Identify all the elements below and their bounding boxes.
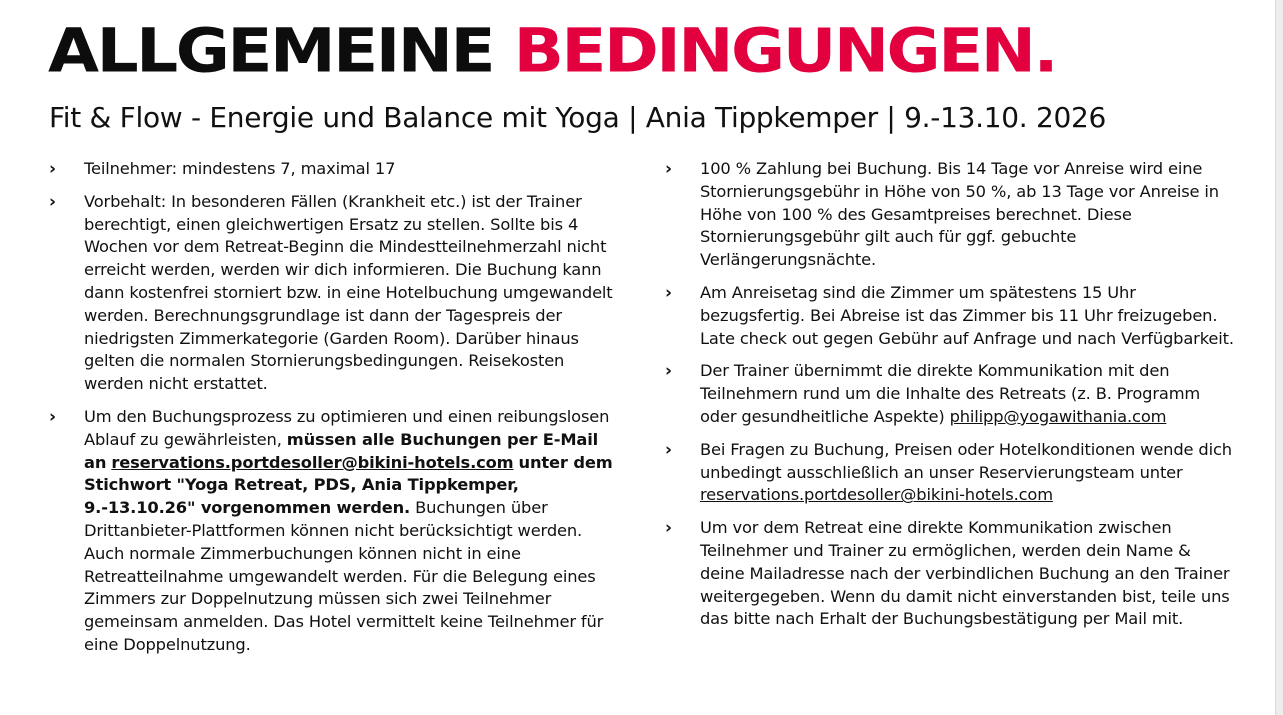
- chevron-right-icon: ›: [49, 406, 56, 427]
- chevron-right-icon: ›: [49, 191, 56, 212]
- chevron-right-icon: ›: [665, 361, 672, 382]
- reservations-email-link[interactable]: reservations.portdesoller@bikini-hotels.com: [111, 452, 514, 472]
- list-item-text: Um den Buchungsprozess zu optimieren und einen reibungslosen Ablauf zu gewährleisten,: [84, 406, 610, 449]
- list-item: [664, 360, 1236, 428]
- list-item-text: Bei Fragen zu Buchung, Preisen oder Hotelkonditionen wende dich unbedingt ausschließlich an unser Reservierungsteam unter: [700, 439, 1232, 482]
- list-item: [664, 158, 1236, 272]
- page-subtitle: Fit & Flow - Energie und Balance mit Yoga | Ania Tippkemper | 9.-13.10. 2026: [49, 101, 1107, 134]
- chevron-right-icon: ›: [665, 439, 672, 460]
- page-title-part1: ALLGEMEINE: [48, 15, 494, 87]
- list-item: [664, 439, 1236, 507]
- list-item-text: Vorbehalt: In besonderen Fällen (Krankheit etc.) ist der Trainer berechtigt, einen gleichwertigen Ersatz zu stellen. Sollte bis 4 Wochen vor dem Retreat-Beginn die Mindestteilnehmerzahl nicht erreicht werden, werden wir dich informieren. Die Buchung kann dann kostenfrei storniert bzw. in eine Hotelbuchung umgewandelt werden. Berechnungsgrundlage ist dann der Tagespreis der niedrigsten Zimmerkategorie (Garden Room). Darüber hinaus gelten die normalen Stornierungsbedingungen. Reisekosten werden nicht erstattet.: [84, 191, 613, 394]
- list-item-text: Buchungen über Drittanbieter-Plattformen können nicht berücksichtigt werden. Auch normale Zimmerbuchungen können nicht in eine Retreatteilnahme umgewandelt werden. Für die Belegung eines Zimmers zur Doppelnutzung müssen sich zwei Teilnehmer gemeinsam anmelden. Das Hotel vermittelt keine Teilnehmer für eine Doppelnutzung.: [84, 498, 604, 654]
- right-edge-strip: [1275, 0, 1283, 715]
- chevron-right-icon: ›: [49, 159, 56, 179]
- list-item: [48, 406, 620, 657]
- list-item-text: Am Anreisetag sind die Zimmer um spätestens 15 Uhr bezugsfertig. Bei Abreise ist das Zimmer bis 11 Uhr freizugeben. Late check out gegen Gebühr auf Anfrage und nach Verfügbarkeit.: [700, 282, 1234, 348]
- page-title: [48, 15, 1057, 87]
- left-column-list: [48, 158, 620, 667]
- list-item-text: Der Trainer übernimmt die direkte Kommunikation mit den Teilnehmern rund um die Inhalte des Retreats (z. B. Programm oder gesundheitliche Aspekte): [700, 361, 1201, 426]
- reservations-email-link[interactable]: reservations.portdesoller@bikini-hotels.com: [700, 485, 1053, 505]
- chevron-right-icon: ›: [665, 518, 672, 539]
- chevron-right-icon: ›: [665, 282, 672, 303]
- trainer-email-link[interactable]: philipp@yogawithania.com: [949, 406, 1167, 426]
- list-item: [664, 282, 1236, 350]
- booking-requirement-bold: müssen alle Buchungen per E-Mail an: [84, 429, 599, 472]
- list-item-text: Teilnehmer: mindestens 7, maximal 17: [84, 159, 396, 178]
- list-item: [664, 517, 1236, 631]
- list-item: [48, 158, 620, 181]
- list-item: [48, 191, 620, 396]
- chevron-right-icon: ›: [665, 159, 672, 179]
- page-title-part2: BEDINGUNGEN.: [513, 15, 1057, 87]
- right-column-list: [664, 158, 1236, 641]
- list-item-text: 100 % Zahlung bei Buchung. Bis 14 Tage vor Anreise wird eine Stornierungsgebühr in Höhe von 50 %, ab 13 Tage vor Anreise in Höhe von 100 % des Gesamtpreises berechnet. Diese Stornierungsgebühr gilt auch für ggf. gebuchte Verlängerungsnächte.: [700, 159, 1219, 270]
- booking-keyword-bold: unter dem Stichwort "Yoga Retreat, PDS, Ania Tippkemper, 9.-13.10.26" vorgenommen werden.: [84, 452, 613, 518]
- list-item-text: Um vor dem Retreat eine direkte Kommunikation zwischen Teilnehmer und Trainer zu ermöglichen, werden dein Name & deine Mailadresse nach der verbindlichen Buchung an den Trainer weitergegeben. Wenn du damit nicht einverstanden bist, teile uns das bitte nach Erhalt der Buchungsbestätigung per Mail mit.: [700, 518, 1230, 629]
